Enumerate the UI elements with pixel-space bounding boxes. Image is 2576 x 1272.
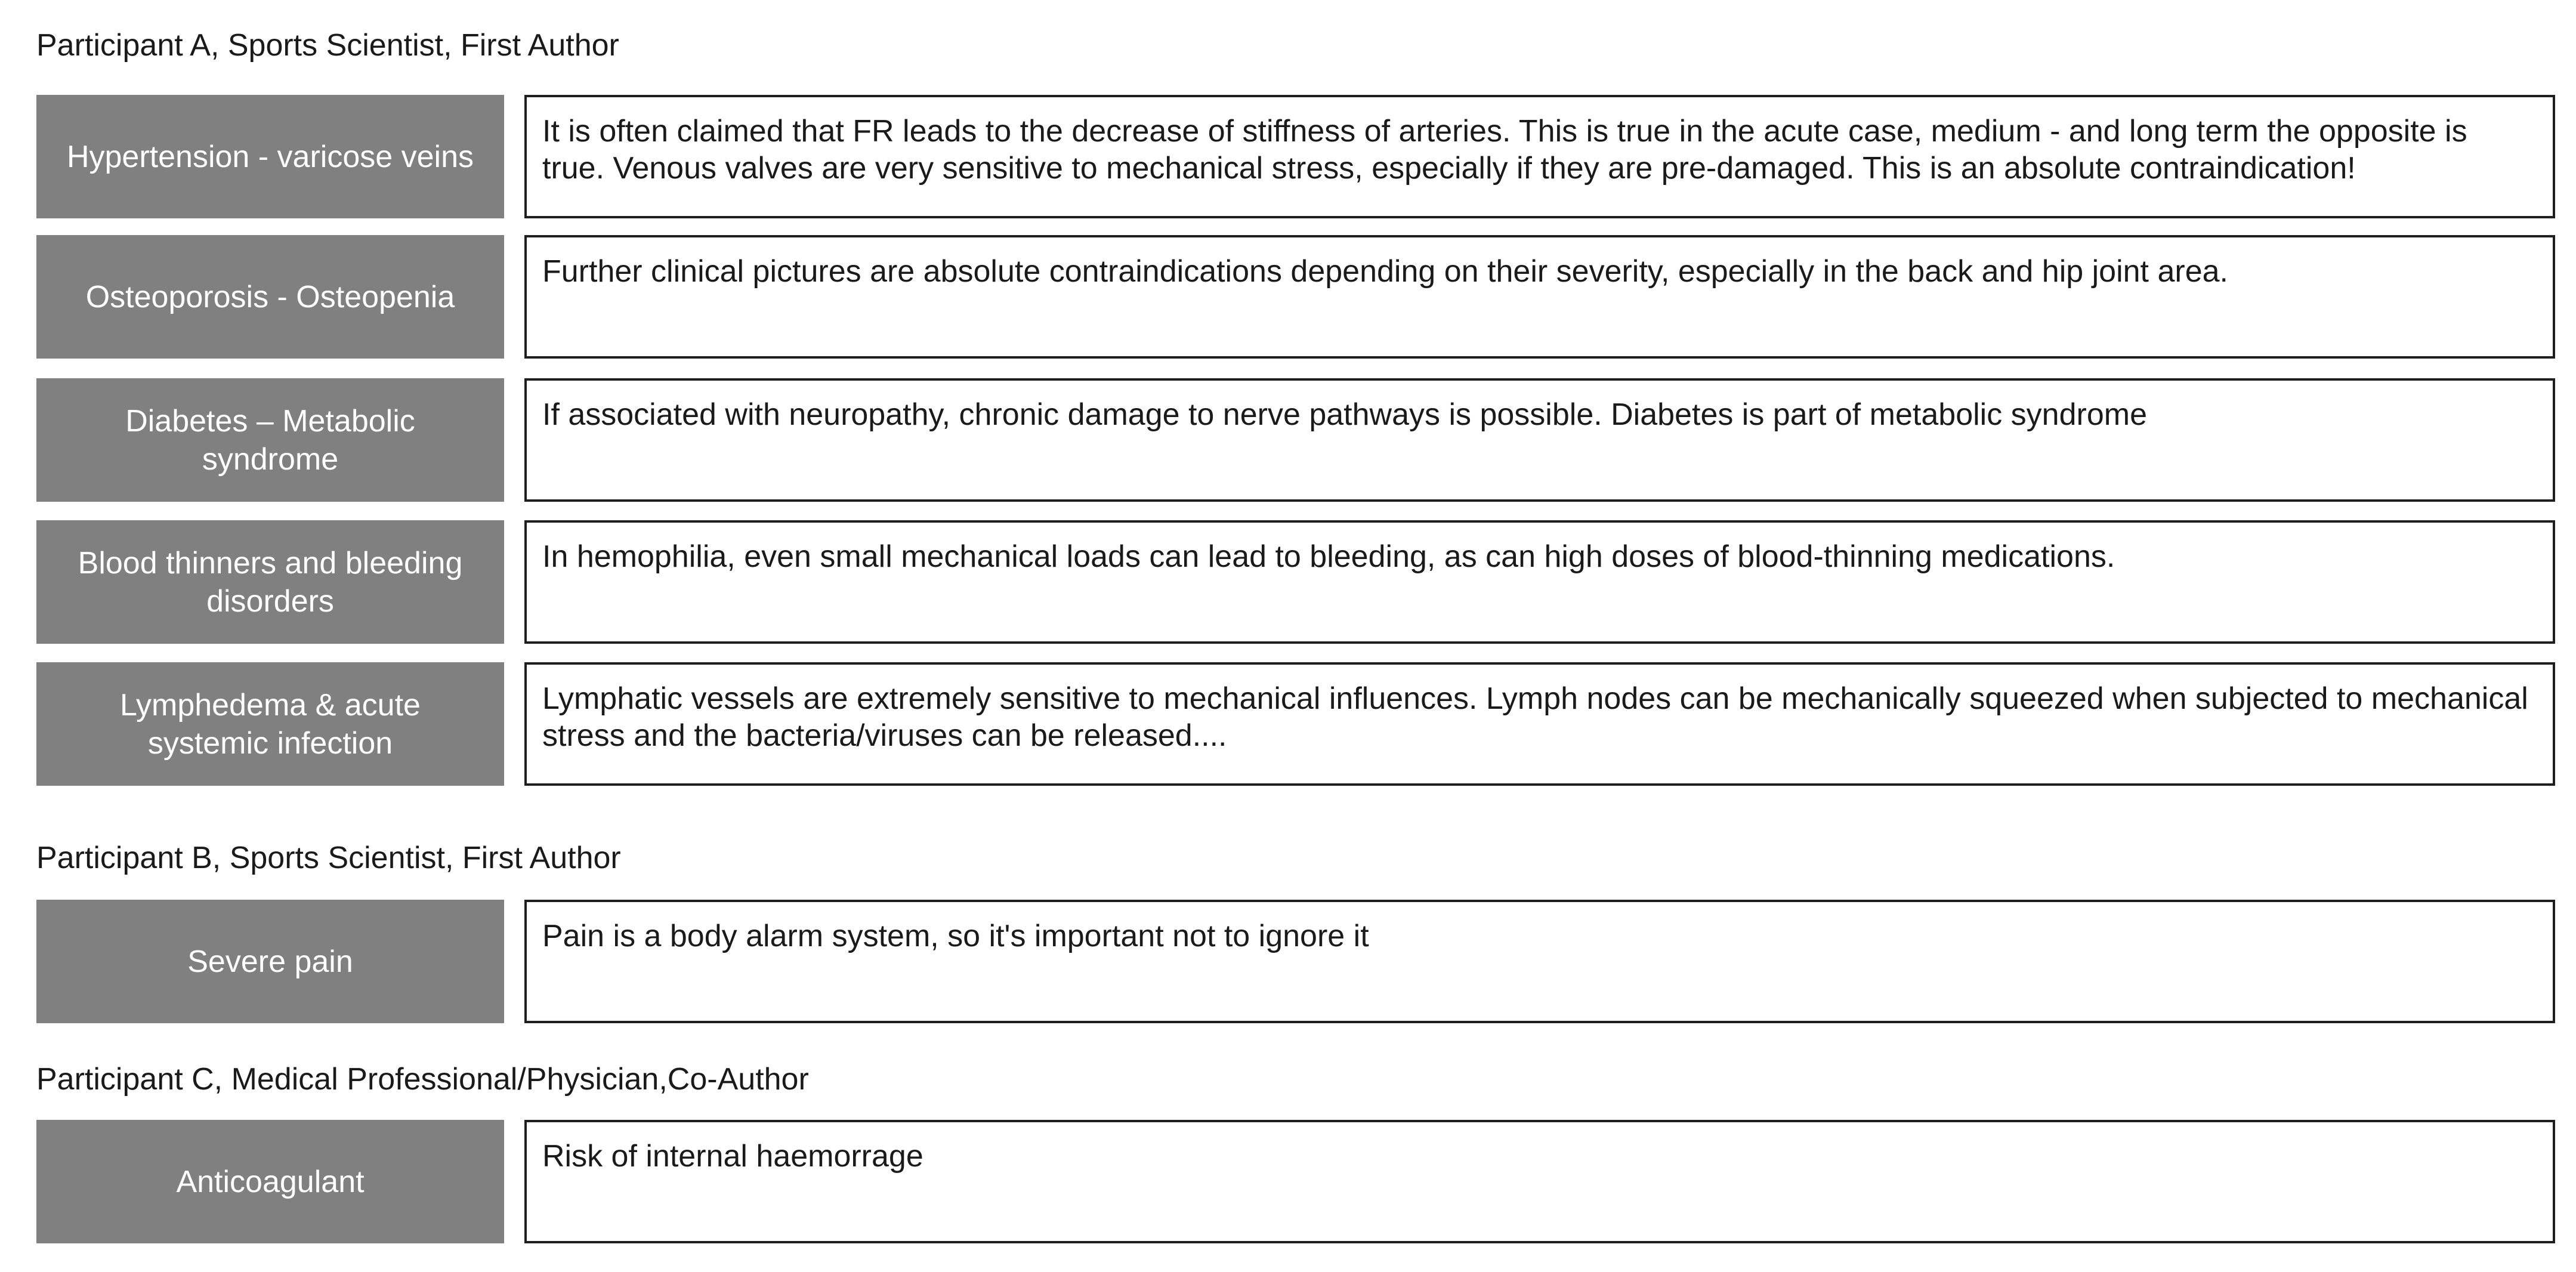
participant-c-row-anticoagulant bbox=[36, 1120, 2555, 1243]
participant-a-header: Participant A, Sports Scientist, First Author bbox=[36, 28, 619, 63]
description-box: In hemophilia, even small mechanical loads can lead to bleeding, as can high doses of blood-thinning medications. bbox=[524, 520, 2555, 644]
description-box: Risk of internal haemorrage bbox=[524, 1120, 2555, 1243]
participant-a-row-osteoporosis bbox=[36, 235, 2555, 359]
participant-a-row-lymphedema bbox=[36, 662, 2555, 786]
participant-a-row-diabetes bbox=[36, 378, 2555, 502]
term-box: Diabetes – Metabolic syndrome bbox=[36, 378, 504, 502]
description-box: Pain is a body alarm system, so it's important not to ignore it bbox=[524, 900, 2555, 1023]
participant-b-row-severe-pain bbox=[36, 900, 2555, 1023]
term-box: Anticoagulant bbox=[36, 1120, 504, 1243]
term-box: Severe pain bbox=[36, 900, 504, 1023]
description-box: It is often claimed that FR leads to the decrease of stiffness of arteries. This is true in the acute case, medium - and long term the opposite is true. Venous valves are very sensitive to mechanical stress, especially if they are pre-damaged. This is an absolute contraindication! bbox=[524, 95, 2555, 218]
term-box: Lymphedema & acute systemic infection bbox=[36, 662, 504, 786]
description-box: Further clinical pictures are absolute contraindications depending on their severity, especially in the back and hip joint area. bbox=[524, 235, 2555, 359]
description-box: Lymphatic vessels are extremely sensitive to mechanical influences. Lymph nodes can be mechanically squeezed when subjected to mechanical stress and the bacteria/viruses can be released.... bbox=[524, 662, 2555, 786]
participant-a-row-hypertension bbox=[36, 95, 2555, 218]
term-box: Osteoporosis - Osteopenia bbox=[36, 235, 504, 359]
term-box: Blood thinners and bleeding disorders bbox=[36, 520, 504, 644]
term-box: Hypertension - varicose veins bbox=[36, 95, 504, 218]
description-box: If associated with neuropathy, chronic damage to nerve pathways is possible. Diabetes is part of metabolic syndrome bbox=[524, 378, 2555, 502]
participant-c-header: Participant C, Medical Professional/Physician,Co-Author bbox=[36, 1062, 809, 1097]
participant-b-header: Participant B, Sports Scientist, First Author bbox=[36, 841, 621, 875]
participant-a-row-blood-thinners bbox=[36, 520, 2555, 644]
